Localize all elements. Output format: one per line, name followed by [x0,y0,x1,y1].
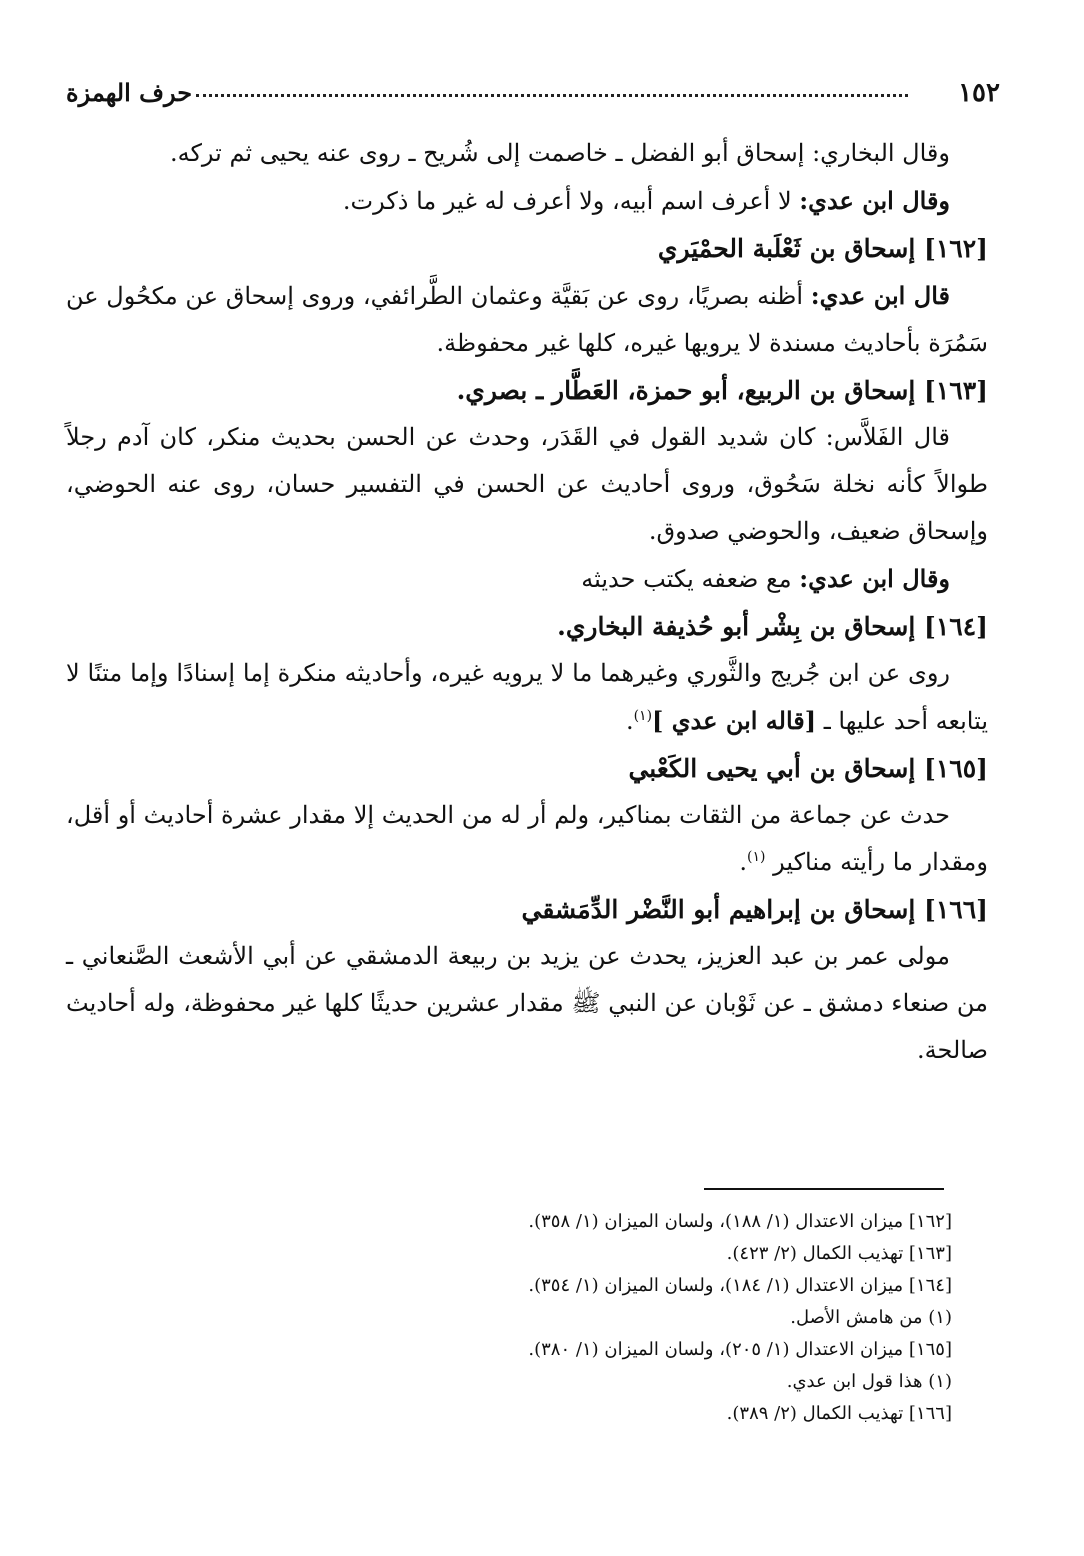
header-dotted-rule [196,94,908,97]
paragraph-ibn-adi-2 [66,555,988,603]
paragraph-text: حدث عن جماعة من الثقات بمناكير، ولم أر له من الحديث إلا مقدار عشرة أحاديث أو أقل، ومقدار ما رأيته مناكير [66,801,988,876]
period: . [625,707,634,735]
paragraph-text: روى عن ابن جُريج والثَّوري وغيرهما ما لا يرويه غيره، وأحاديثه منكرة إما إسنادًا وإما متنًا لا يتابعه أحد عليها ـ [66,659,988,735]
paragraph-entry-166: مولى عمر بن عبد العزيز، يحدث عن يزيد بن ربيعة الدمشقي عن أبي الأشعث الصَّنعاني ـ من صنعاء دمشق ـ عن ثَوْبان عن النبي ﷺ مقدار عشرين حديثًا كلها غير محفوظة، وله أحاديث صالحة. [66,942,988,1064]
footnote-item: (١) هذا قول ابن عدي. [786,1371,952,1392]
footnote-item: [١٦٤] ميزان الاعتدال (١/ ١٨٤)، ولسان الميزان (١/ ٣٥٤). [528,1275,952,1296]
entry-heading-165: [١٦٥] إسحاق بن أبي يحيى الكَعْبي [628,754,988,783]
speaker-label: وقال ابن عدي: [799,186,950,215]
footnotes [66,1206,952,1430]
period: . [739,848,748,876]
page-number: ١٥٢ [958,78,1000,108]
speaker-label: وقال ابن عدي: [799,564,950,593]
speaker-label: قال ابن عدي: [810,281,950,310]
paragraph-entry-162 [66,272,988,367]
paragraph-ibn-adi-1 [66,177,988,225]
paragraph-text: مع ضعفه يكتب حديثه [581,565,800,593]
footnote-item: [١٦٥] ميزان الاعتدال (١/ ٢٠٥)، ولسان الميزان (١/ ٣٨٠). [528,1339,952,1360]
entry-heading-162: [١٦٢] إسحاق بن ثَعْلَبة الحمْيَري [657,234,988,263]
paragraph-entry-165 [66,792,988,886]
paragraph-text: لا أعرف اسم أبيه، ولا أعرف له غير ما ذكرت. [342,187,800,215]
footnote-item: [١٦٢] ميزان الاعتدال (١/ ١٨٨)، ولسان الميزان (١/ ٣٥٨). [528,1211,952,1232]
section-title: حرف الهمزة [66,78,193,107]
paragraph-entry-163: قال الفَلاَّس: كان شديد القول في القَدَر، وحدث عن الحسن بحديث منكر، كان آدم رجلاً طوالاً كأنه نخلة سَحُوق، وروى أحاديث عن الحسن في التفسير حسان، روى عنه الحوضي، وإسحاق ضعيف، والحوضي صدوق. [66,423,988,545]
entry-heading-164: [١٦٤] إسحاق بن بِشْر أبو حُذيفة البخاري. [557,612,988,641]
paragraph-bukhari: وقال البخاري: إسحاق أبو الفضل ـ خاصمت إلى شُريح ـ روى عنه يحيى ثم تركه. [169,139,950,167]
footnote-item: [١٦٣] تهذيب الكمال (٢/ ٤٢٣). [726,1243,952,1264]
footnote-item: [١٦٦] تهذيب الكمال (٢/ ٣٨٩). [726,1403,952,1424]
footnote-marker[interactable]: (١) [633,708,653,724]
paragraph-text: أظنه بصريًا، روى عن بَقيَّة وعثمان الطَّرائفي، وروى إسحاق عن مكحُول عن سَمُرَة بأحاديث مسندة لا يرويها غيره، كلها غير محفوظة. [66,282,988,357]
entry-heading-166: [١٦٦] إسحاق بن إبراهيم أبو النَّضْر الدِّمَشقي [521,895,988,924]
page-header [66,78,1000,112]
footnote-item: (١) من هامش الأصل. [790,1307,952,1328]
footnote-separator [704,1188,944,1190]
footnote-marker[interactable]: (١) [747,849,766,865]
attribution: [قاله ابن عدي ] [652,706,817,735]
main-text [66,130,988,1074]
entry-heading-163: [١٦٣] إسحاق بن الربيع، أبو حمزة، العَطَّار ـ بصري. [456,376,988,405]
paragraph-entry-164 [66,650,988,745]
